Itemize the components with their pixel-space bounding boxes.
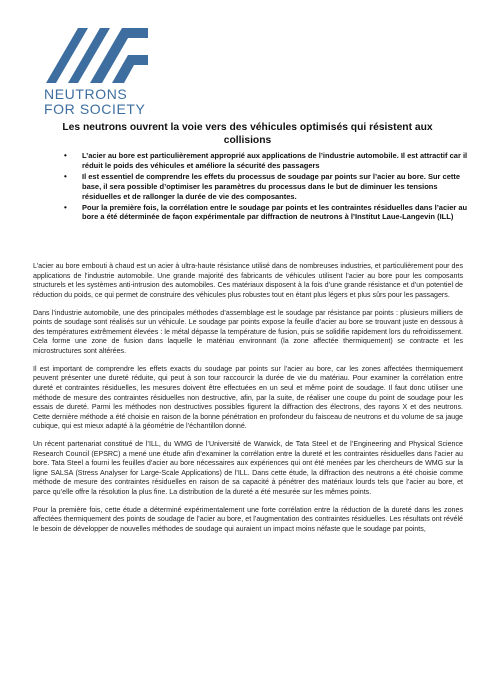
ill-logo-mark-icon bbox=[44, 26, 148, 84]
ill-logo bbox=[44, 26, 154, 117]
key-point: • Il est essentiel de comprendre les effets du processus de soudage par points sur l’acier au bore. Sur cette base, il sera possible d’optimiser les paramètres du processus dans le but de diminuer les tensions résiduelles et de rallonger la durée de vie des composantes. bbox=[82, 172, 477, 202]
paragraph: Dans l’industrie automobile, une des principales méthodes d’assemblage est le soudage par résistance par points : plusieurs milliers de points de soudage sont réalisés sur un véhicule. Le soudage par points expose la feuille d’acier au bore se trouvant juste en dessous à des températures extrêmement élevées : le métal dépasse la température de fusion, puis se solidifie rapidement lors du refroidissement. Cela forme une zone de fusion dans laquelle le matériau environnant (la zone affectée thermiquement) se contracte et les microstructures sont altérées. bbox=[33, 308, 463, 355]
logo-wordmark bbox=[44, 87, 154, 117]
article-body bbox=[33, 262, 463, 543]
key-points-list bbox=[40, 151, 477, 223]
logo-line-1: NEUTRONS bbox=[44, 86, 128, 102]
paragraph: Un récent partenariat constitué de l’ILL, du WMG de l’Université de Warwick, de Tata Steel et de l’Engineering and Physical Science Research Council (EPSRC) a mené une étude afin d’examiner la corrélation entre la dureté et les contraintes résiduelles dans l’acier au bore. Tata Steel a fourni les feuilles d’acier au bore nécessaires aux expériences qui ont été menées par les chercheurs de WMG sur la ligne SALSA (Stress Analyser for Large-Scale Applications) de l’ILL. Dans cette étude, la diffraction des neutrons a été choisie comme méthode de mesure des contraintes résiduelles en raison de sa capacité à pénétrer des matériaux lourds tels que l’acier au bore, et parce qu’elle offre la résolution la plus fine. La distribution de la dureté a été mesurée sur les mêmes points. bbox=[33, 440, 463, 497]
paragraph: Pour la première fois, cette étude a déterminé expérimentalement une forte corrélation entre la réduction de la dureté dans les zones affectées thermiquement des points de soudage de l’acier au bore, et l’augmentation des contraintes résiduelles. Les résultats ont révélé le besoin de développer de nouvelles méthodes de soudage qui auraient un impact moins néfaste que le soudage par points, bbox=[33, 505, 463, 533]
key-point: • Pour la première fois, la corrélation entre le soudage par points et les contraintes résiduelles dans l’acier au bore a été déterminée de façon expérimentale par diffraction de neutrons à l’Institut Laue-Langevin (ILL) bbox=[82, 203, 477, 223]
logo-line-2: FOR SOCIETY bbox=[44, 101, 146, 117]
page-title: Les neutrons ouvrent la voie vers des véhicules optimisés qui résistent aux collisions bbox=[62, 122, 433, 146]
paragraph: Il est important de comprendre les effets exacts du soudage par points sur l’acier au bore, car les zones affectées thermiquement peuvent présenter une dureté réduite, qui peut à son tour raccourcir la durée de vie du matériau. Pour examiner la corrélation entre dureté et contraintes résiduelles, les mesures doivent être effectuées en un seul et même point de soudage. Il faut donc utiliser une méthode de mesure des contraintes résiduelles non destructive, afin, par la suite, de réaliser une coupe du point de soudage pour les essais de dureté. Parmi les méthodes non destructives possibles figurent la diffraction des électrons, des rayons X et des neutrons. Cette dernière méthode a été choisie en raison de la bonne pénétration en profondeur du faisceau de neutrons et du volume de sa jauge cubique, qui est mieux adapté à la géométrie de l’échantillon donné. bbox=[33, 364, 463, 431]
paragraph: L’acier au bore embouti à chaud est un acier à ultra-haute résistance utilisé dans de nombreuses industries, et particulièrement pour des applications de l’industrie automobile. Une grande majorité des fabricants de véhicules utilisent l’acier au bore pour les composants structurels et les systèmes anti-intrusion des automobiles. Ces matériaux disposent à la fois d’une grande résistance et d’un potentiel de réduction du poids, ce qui permet de construire des véhicules plus robustes tout en étant plus légers et plus sûrs pour les passagers. bbox=[33, 262, 463, 299]
key-point: • L’acier au bore est particulièrement approprié aux applications de l’industrie automobile. Il est attractif car il réduit le poids des véhicules et améliore la sécurité des passagers bbox=[82, 151, 477, 171]
